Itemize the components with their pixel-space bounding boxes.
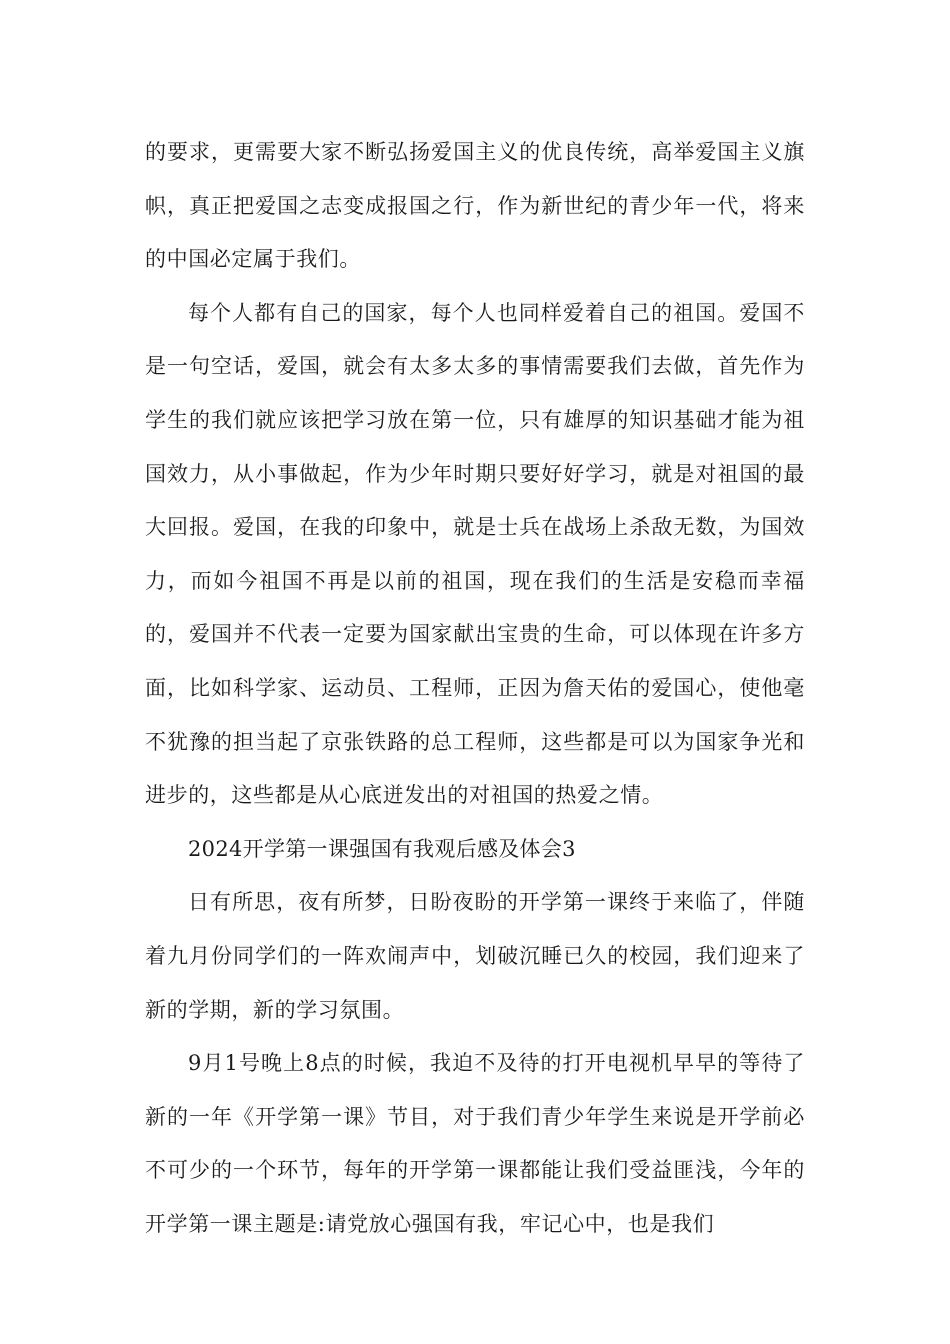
paragraph-patriotism: 每个人都有自己的国家，每个人也同样爱着自己的祖国。爱国不是一句空话，爱国，就会有太多太多的事情需要我们去做，首先作为学生的我们就应该把学习放在第一位，只有雄厚的知识基础才能为祖国效力，从小事做起，作为少年时期只要好好学习，就是对祖国的最大回报。爱国，在我的印象中，就是士兵在战场上杀敌无数，为国效力，而如今祖国不再是以前的祖国，现在我们的生活是安稳而幸福的，爱国并不代表一定要为国家献出宝贵的生命，可以体现在许多方面，比如科学家、运动员、工程师，正因为詹天佑的爱国心，使他毫不犹豫的担当起了京张铁路的总工程师，这些都是可以为国家争光和进步的，这些都是从心底迸发出的对祖国的热爱之情。	[145, 300, 805, 808]
paragraph-new-semester: 日有所思，夜有所梦，日盼夜盼的开学第一课终于来临了，伴随着九月份同学们的一阵欢闹声中，划破沉睡已久的校园，我们迎来了新的学期，新的学习氛围。	[145, 890, 805, 1022]
paragraph-tv-program: 9月1号晚上8点的时候，我迫不及待的打开电视机早早的等待了新的一年《开学第一课》节目，对于我们青少年学生来说是开学前必不可少的一个环节，每年的开学第一课都能让我们受益匪浅，今年的开学第一课主题是:请党放心强国有我，牢记心中，也是我们	[145, 1051, 805, 1236]
section-heading: 2024开学第一课强国有我观后感及体会3	[188, 836, 576, 861]
paragraph-continuation: 的要求，更需要大家不断弘扬爱国主义的优良传统，高举爱国主义旗帜，真正把爱国之志变成报国之行，作为新世纪的青少年一代，将来的中国必定属于我们。	[145, 140, 805, 272]
document-body	[145, 126, 805, 1251]
